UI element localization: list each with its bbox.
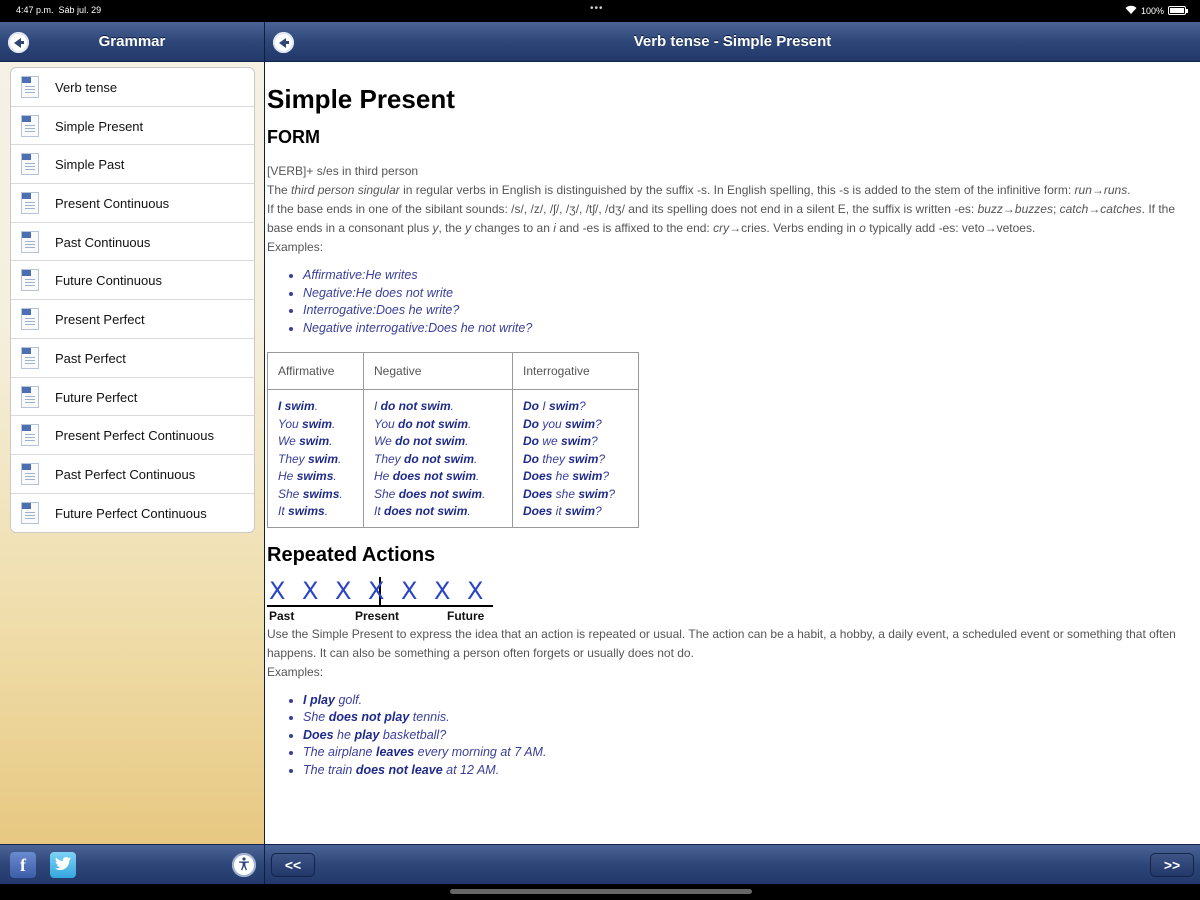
list-item: • Interrogative:Does he write? (303, 302, 1200, 320)
text-run: i (553, 221, 556, 235)
text-run: ? (598, 451, 606, 466)
text-run: . (1127, 183, 1131, 197)
conjugation-line (374, 416, 502, 434)
form-paragraph-1 (267, 181, 1200, 200)
verb-run: swim (568, 451, 599, 466)
topic-item[interactable] (11, 223, 254, 262)
verb-run: Do (523, 451, 539, 466)
timeline-mark: X (269, 576, 286, 605)
conjugation-line (278, 468, 353, 486)
list-item (303, 709, 1200, 727)
topic-item[interactable] (11, 416, 254, 455)
text-run: he (333, 727, 355, 742)
timeline-label-past: Past (269, 608, 295, 623)
verb-run: leaves (375, 745, 415, 759)
text-run: catch→catches (1059, 202, 1142, 216)
verb-run: do not swim (395, 434, 466, 448)
verb-run: Does (523, 486, 553, 501)
next-icon: >> (1163, 857, 1181, 873)
text-run: . (324, 504, 329, 518)
text-run: in regular verbs in English is distinguished by the suffix -s. In English spelling, this -s is added to the stem of the infinitive form: (399, 183, 1075, 197)
topic-item[interactable] (11, 261, 254, 300)
conjugation-line (278, 416, 353, 434)
text-run: They (374, 451, 405, 466)
text-run: typically add -es: veto→vetoes. (865, 221, 1036, 235)
list-item (303, 762, 1200, 780)
conjugation-line (523, 416, 628, 434)
form-paragraph-2 (267, 200, 1200, 238)
document-icon (21, 347, 39, 369)
topic-item[interactable] (11, 68, 254, 107)
list-item (303, 727, 1200, 745)
conjugation-line (523, 503, 628, 521)
text-run: y (465, 221, 472, 235)
topic-item[interactable] (11, 339, 254, 378)
text-run: she (552, 486, 579, 501)
status-right (1125, 5, 1186, 16)
repeated-examples-label: Examples: (267, 664, 324, 679)
verb-run: does not swim (384, 504, 468, 518)
detail-navbar (265, 22, 1200, 62)
master-title: Grammar (98, 33, 166, 50)
verb-run: swim (308, 451, 339, 466)
verb-run: swims (288, 504, 325, 518)
previous-page-button[interactable] (271, 853, 315, 877)
verb-run: Does (303, 727, 334, 742)
text-run: We (374, 434, 396, 448)
list-item: • Negative interrogative:Does he not write? (303, 320, 1200, 338)
conjugation-line (523, 451, 628, 469)
table-row (268, 390, 639, 528)
topic-label: Present Continuous (55, 196, 170, 212)
text-run: The airplane (303, 745, 376, 759)
text-run: . (332, 416, 336, 431)
text-run: The train (303, 762, 356, 777)
wifi-icon (1125, 5, 1137, 16)
form-heading: FORM (267, 127, 320, 147)
timeline-mark: X (434, 576, 451, 605)
verb-run: I play (303, 692, 335, 707)
verb-run: swim (299, 434, 330, 448)
document-icon (21, 386, 39, 408)
verb-run: Do (523, 434, 539, 448)
master-navbar (0, 22, 264, 62)
form-examples-list (303, 267, 1200, 337)
master-toolbar (0, 844, 264, 884)
text-run: →cries. Verbs ending in (729, 221, 860, 235)
conjugation-line (278, 433, 353, 451)
text-run: . If the base ends in a consonant plus (267, 202, 1176, 235)
status-bar (0, 0, 1200, 22)
text-run: You (374, 416, 399, 431)
text-run: o (859, 221, 866, 235)
verb-run: swim (302, 416, 333, 431)
list-item (303, 744, 1200, 762)
detail-pane (265, 22, 1200, 884)
document-icon (21, 424, 39, 446)
text-run: ; (1052, 202, 1060, 216)
detail-toolbar (265, 844, 1200, 884)
verb-run: swim (561, 434, 592, 448)
detail-title: Verb tense - Simple Present (633, 33, 832, 50)
document-icon (21, 502, 39, 524)
verb-run: swims (302, 486, 340, 501)
conjugation-line (523, 486, 628, 504)
conjugation-line (278, 398, 353, 416)
table-header: Negative (364, 353, 513, 390)
text-run: and -es is affixed to the end: (555, 221, 714, 235)
text-run: at 12 AM. (442, 762, 500, 777)
text-run: . (329, 434, 333, 448)
article-content[interactable] (265, 62, 1200, 844)
text-run: . (482, 486, 486, 501)
document-icon (21, 269, 39, 291)
conjugation-line (374, 398, 502, 416)
text-run: ? (595, 504, 602, 518)
text-run: . (314, 399, 319, 413)
text-run: tennis. (409, 710, 450, 724)
verb-run: does not swim (398, 486, 483, 501)
status-time-date (16, 5, 101, 15)
verb-run: does not swim (392, 469, 477, 483)
text-run: ? (579, 399, 586, 413)
accessibility-icon (237, 857, 251, 874)
topic-item[interactable] (11, 184, 254, 223)
text-run: . (450, 399, 455, 413)
verb-run: Do (523, 416, 539, 431)
verb-run: swim (549, 399, 580, 413)
topic-label: Simple Present (55, 118, 144, 134)
text-run: . (333, 469, 337, 483)
document-icon (21, 115, 39, 137)
conjugation-line (278, 503, 353, 521)
timeline-label-future: Future (447, 608, 485, 623)
conjugation-line (523, 468, 628, 486)
status-date: Sáb jul. 29 (58, 5, 102, 15)
text-run: I (539, 399, 550, 413)
conjugation-line (523, 398, 628, 416)
verb-run: swim (565, 504, 596, 518)
document-icon (21, 153, 39, 175)
accessibility-button[interactable] (232, 853, 256, 877)
text-run: changes to an (471, 221, 554, 235)
text-run: . (338, 451, 342, 466)
text-run: every morning at 7 AM. (414, 745, 547, 759)
conjugation-line (374, 486, 502, 504)
text-run: y (432, 221, 439, 235)
facebook-icon: f (20, 854, 26, 875)
verb-run: do not swim (404, 451, 475, 466)
table-header: Interrogative (513, 353, 639, 390)
document-icon (21, 231, 39, 253)
text-run: . (467, 504, 471, 518)
repeated-paragraph: Use the Simple Present to express the idea that an action is repeated or usual. The action can be a habit, a hobby, a daily event, a scheduled event or something that often happens. It can also be something a person often forgets or usually does not do. (267, 626, 1176, 660)
topic-item[interactable] (11, 455, 254, 494)
conjugation-line (278, 451, 353, 469)
status-time: 4:47 p.m. (16, 5, 54, 15)
text-run: buzz→buzzes (977, 202, 1053, 216)
list-item: • Affirmative:He writes (303, 267, 1200, 285)
topic-label: Present Perfect (55, 312, 145, 328)
topic-item[interactable] (11, 494, 254, 533)
text-run: we (539, 434, 562, 448)
home-indicator[interactable] (450, 889, 752, 894)
text-run: third person singular (291, 183, 400, 197)
text-run: . (468, 416, 472, 431)
text-run: basketball? (379, 727, 447, 742)
document-icon (21, 76, 39, 98)
text-run: you (539, 416, 566, 431)
verb-run: does not leave (355, 762, 443, 777)
verb-run: Does (523, 504, 553, 518)
conjugation-line (374, 451, 502, 469)
text-run: I (374, 399, 381, 413)
timeline-mark: X (401, 576, 418, 605)
conjugation-line (523, 433, 628, 451)
text-run: ? (595, 416, 602, 431)
topic-label: Past Perfect (55, 350, 126, 366)
verb-run: swim (565, 416, 596, 431)
text-run: If the base ends in one of the sibilant sounds: /s/, /z/, /ʃ/, /ʒ/, /tʃ/, /dʒ/ and its spelling does not end in a silent E, the suffix is written -es: (267, 202, 978, 216)
examples-label: Examples: (267, 240, 324, 254)
negative-cell (364, 390, 513, 528)
home-indicator-area (0, 884, 1200, 900)
text-run: He (278, 469, 297, 483)
verb-run: play (354, 727, 380, 742)
text-run: ? (608, 486, 616, 501)
topic-item[interactable] (11, 145, 254, 184)
conjugation-line (374, 433, 502, 451)
timeline-mark: X (302, 576, 319, 605)
text-run: He (374, 469, 393, 483)
conjugation-line (278, 486, 353, 504)
text-run: . (476, 469, 480, 483)
topic-item[interactable] (11, 378, 254, 417)
table-header-row (268, 353, 639, 390)
text-run: We (278, 434, 300, 448)
topic-label: Future Perfect Continuous (55, 505, 207, 521)
text-run: They (278, 451, 309, 466)
text-run: She (278, 486, 303, 501)
text-run: The (267, 183, 292, 197)
topic-label: Simple Past (55, 157, 125, 173)
text-run: golf. (334, 692, 363, 707)
verb-run: swim (578, 486, 609, 501)
text-run: , the (438, 221, 466, 235)
document-icon (21, 463, 39, 485)
table-header: Affirmative (268, 353, 364, 390)
timeline-mark: X (467, 576, 484, 605)
text-run: cry (713, 221, 730, 235)
verb-run: Does (523, 469, 553, 483)
verb-run: swims (296, 469, 334, 483)
topic-label: Past Perfect Continuous (55, 466, 196, 482)
battery-percent: 100% (1140, 5, 1164, 16)
twitter-icon (55, 857, 71, 873)
topic-label: Past Continuous (55, 234, 151, 250)
document-icon (21, 192, 39, 214)
document-icon (21, 308, 39, 330)
text-run: . (465, 434, 469, 448)
next-page-button[interactable] (1150, 853, 1194, 877)
repeated-actions-heading: Repeated Actions (267, 543, 436, 566)
repeated-examples-list (303, 692, 1200, 780)
timeline-mark: X (335, 576, 352, 605)
master-pane (0, 22, 264, 884)
topic-item[interactable] (11, 300, 254, 339)
twitter-button[interactable] (50, 852, 76, 878)
text-run: it (552, 504, 566, 518)
text-run: ? (591, 434, 598, 448)
text-run: . (474, 451, 478, 466)
form-line: [VERB]+ s/es in third person (267, 164, 419, 178)
prev-icon: << (284, 857, 302, 873)
topic-label: Verb tense (55, 80, 118, 95)
topic-item[interactable] (11, 107, 254, 146)
verb-run: Do (523, 399, 539, 413)
conjugation-line (374, 503, 502, 521)
verb-run: does not play (328, 710, 410, 724)
topic-label: Future Continuous (55, 273, 162, 289)
verb-run: do not swim (380, 399, 451, 413)
battery-icon (1168, 6, 1186, 15)
multitasking-dots-icon[interactable]: ••• (590, 3, 604, 14)
topic-label: Present Perfect Continuous (55, 428, 214, 444)
verb-run: swim (572, 469, 603, 483)
list-item: • Negative:He does not write (303, 285, 1200, 303)
timeline-label-present: Present (355, 608, 400, 623)
list-item (303, 692, 1200, 710)
conjugation-line (374, 468, 502, 486)
topic-label: Future Perfect (55, 389, 138, 405)
article-heading: Simple Present (267, 84, 455, 114)
text-run: It (374, 504, 385, 518)
facebook-button[interactable] (10, 852, 36, 878)
text-run: You (278, 416, 303, 431)
affirmative-cell (268, 390, 364, 528)
text-run: . (339, 486, 343, 501)
text-run: She (303, 710, 329, 724)
interrogative-cell (513, 390, 639, 528)
text-run: run→runs (1074, 183, 1128, 197)
text-run: She (374, 486, 399, 501)
timeline-diagram (267, 576, 497, 625)
verb-run: do not swim (398, 416, 469, 431)
text-run: ? (602, 469, 610, 483)
text-run: they (539, 451, 569, 466)
topic-list (10, 67, 255, 533)
conjugation-table (267, 352, 639, 528)
text-run: he (552, 469, 573, 483)
timeline-mark: X (368, 576, 385, 605)
verb-run: I swim (278, 399, 315, 413)
text-run: It (278, 504, 289, 518)
